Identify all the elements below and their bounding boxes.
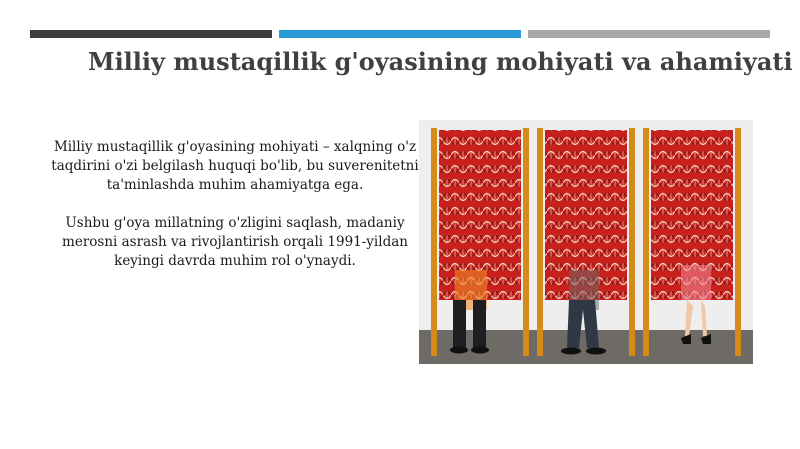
slide-body [40,138,430,290]
paragraph-2: Ushbu g'oya millatning o'zligini saqlash, madaniy merosni asrash va rivojlantirish orqali 1991-yildan keyingi davrda muhim rol o'ynaydi. [62,215,408,269]
paragraph-1: Milliy mustaqillik g'oyasining mohiyati – xalqning o'z taqdirini o'zi belgilash huquqi bo'lib, bu suverenitetni ta'minlashda muhim ahamiyatga ega. [51,139,419,193]
header-bar-dark [30,30,272,38]
header-bar-gray [528,30,770,38]
voting-booths-illustration [419,120,753,364]
slide-title: Milliy mustaqillik g'oyasining mohiyati va ahamiyati [88,47,793,76]
header-bar-blue [279,30,521,38]
